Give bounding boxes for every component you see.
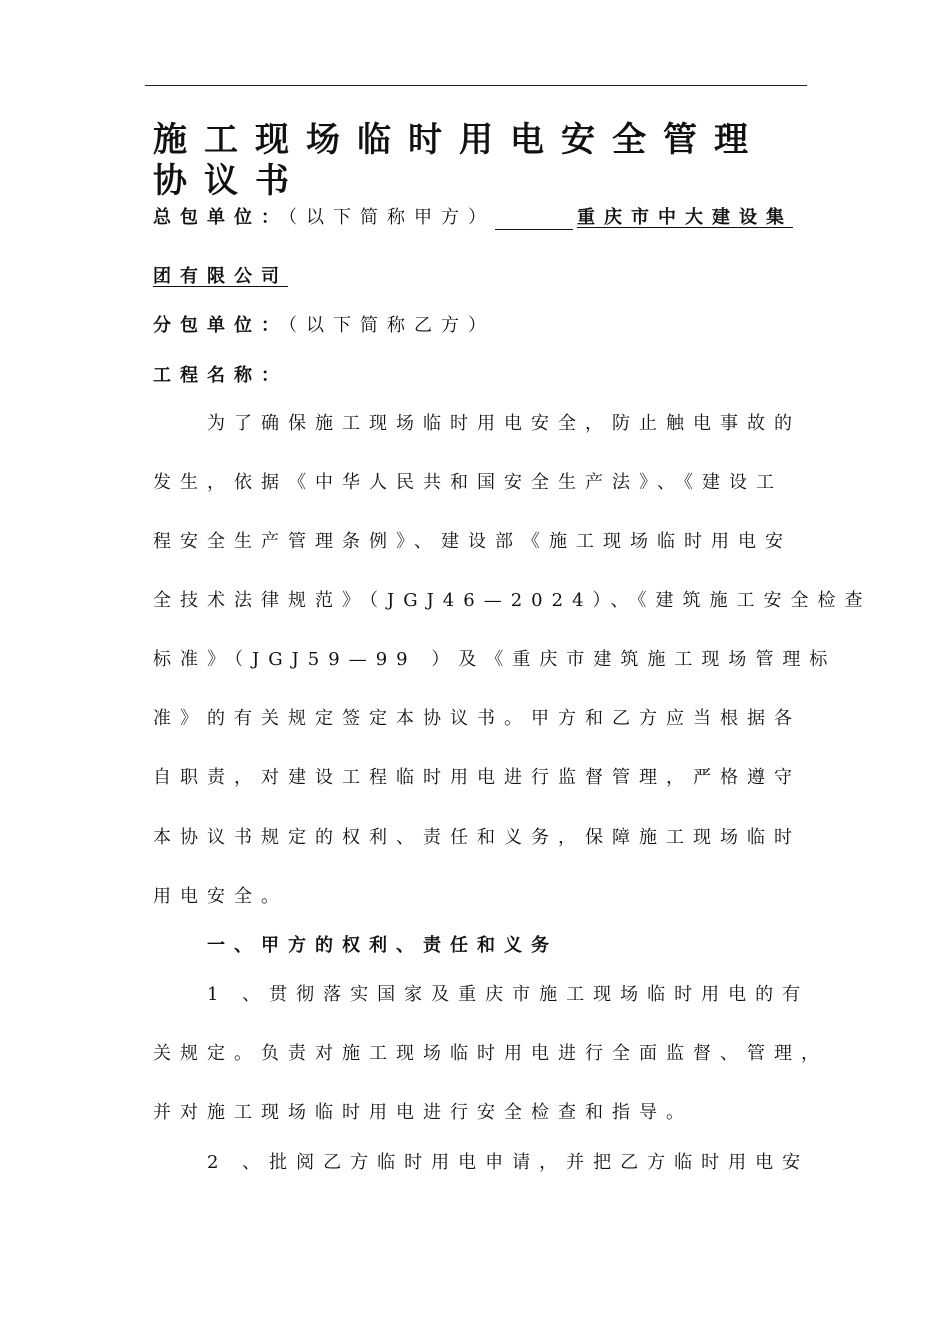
intro-line-9: 用电安全。 [153, 886, 288, 907]
intro-line-7: 自职责，对建设工程临时用电进行监督管理，严格遵守 [153, 767, 801, 788]
intro-line-3: 程安全生产管理条例》、建设部《施工现场临时用电安 [153, 531, 792, 552]
contractor-row [153, 206, 803, 230]
contractor-name-part2: 团有限公司 [153, 266, 288, 287]
document-title-line2: 协议书 [153, 161, 306, 201]
contractor-note: （以下简称甲方） [288, 207, 495, 228]
intro-line-2: 发生，依据《中华人民共和国安全生产法》、《建设工 [153, 472, 783, 493]
intro-line-4: 全技术法律规范》（JGJ46—2024）、《建筑施工安全检查 [153, 590, 872, 611]
subcontractor-label: 分包单位： [153, 315, 288, 336]
header-rule [145, 85, 807, 86]
subcontractor-row [153, 314, 803, 338]
section1-heading: 一、甲方的权利、责任和义务 [207, 935, 558, 956]
intro-line-5: 标准》（JGJ59—99 ）及《重庆市建筑施工现场管理标 [153, 649, 837, 670]
contractor-name-row2 [153, 265, 803, 289]
item2-line-1: 2 、批阅乙方临时用电申请，并把乙方临时用电安 [207, 1152, 810, 1173]
document-title-line1: 施工现场临时用电安全管理 [153, 120, 765, 160]
intro-line-8: 本协议书规定的权利、责任和义务，保障施工现场临时 [153, 827, 801, 848]
item1-line-2: 关规定。负责对施工现场临时用电进行全面监督、管理， [153, 1043, 828, 1064]
contractor-name-part1: 重庆市中大建设集 [577, 207, 793, 228]
project-label: 工程名称： [153, 365, 288, 386]
item1-line-1: 1 、贯彻落实国家及重庆市施工现场临时用电的有 [207, 984, 810, 1005]
intro-line-1: 为了确保施工现场临时用电安全，防止触电事故的 [207, 413, 801, 434]
item1-line-3: 并对施工现场临时用电进行安全检查和指导。 [153, 1102, 693, 1123]
contractor-blank-line [495, 211, 573, 230]
subcontractor-note: （以下简称乙方） [288, 315, 495, 336]
contractor-label: 总包单位： [153, 207, 288, 228]
intro-line-6: 准》的有关规定签定本协议书。甲方和乙方应当根据各 [153, 708, 801, 729]
